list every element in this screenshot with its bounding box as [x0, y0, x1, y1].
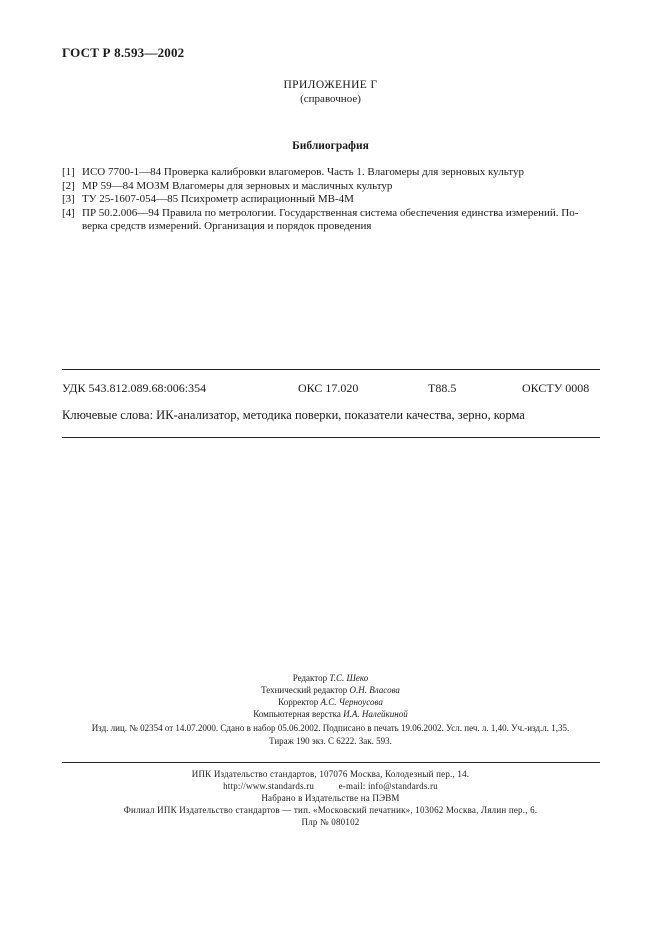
publisher-divider: [62, 762, 600, 763]
print-info: [0, 722, 661, 747]
bibliography-item-number: [4]: [62, 206, 75, 219]
credit-name: А.С. Черноусова: [320, 697, 383, 707]
bibliography-item-number: [2]: [62, 179, 75, 192]
credit-name: Т.С. Шеко: [329, 673, 369, 683]
bibliography-item-number: [3]: [62, 193, 75, 205]
appendix-title: ПРИЛОЖЕНИЕ Г: [283, 79, 378, 91]
okstu-code: ОКСТУ 0008: [522, 381, 590, 395]
publisher-line: Филиал ИПК Издательство стандартов — тип. «Московский печатник», 103062 Москва, Лялин пер., 6.: [123, 805, 538, 815]
bibliography-item: [62, 180, 602, 194]
publisher-line: Плр № 080102: [301, 817, 360, 827]
print-info-line: Тираж 190 экз. С 6222. Зак. 593.: [269, 735, 392, 746]
top-divider: [62, 369, 600, 370]
bibliography-item-number: [1]: [62, 166, 75, 178]
document-id: ГОСТ Р 8.593—2002: [62, 45, 185, 60]
bibliography-item: [62, 193, 602, 207]
credit-line: [0, 684, 661, 696]
print-info-line: Изд. лиц. № 02354 от 14.07.2000. Сдано в набор 05.06.2002. Подписано в печать 19.06.2002. Усл. печ. л. 1,40. Уч.-изд.л. 1,35.: [91, 723, 570, 733]
credit-line: [0, 708, 661, 720]
credit-name: И.А. Налейкиной: [343, 709, 408, 719]
appendix-subtitle: (справочное): [300, 93, 361, 105]
bibliography-title: Библиография: [292, 140, 369, 152]
bibliography-item: [62, 207, 602, 221]
oks-code: ОКС 17.020: [298, 381, 359, 395]
publisher-line: ИПК Издательство стандартов, 107076 Москва, Колодезный пер., 14.: [191, 769, 470, 779]
publisher-line: Набрано в Издательстве на ПЭВМ: [261, 793, 400, 803]
credit-line: [0, 696, 661, 708]
credit-name: О.Н. Власова: [349, 685, 400, 695]
bibliography-item: [62, 166, 602, 180]
credit-role: Редактор: [292, 673, 328, 683]
bibliography-item-text: ПР 50.2.006—94 Правила по метрологии. Государственная система обеспечения единства измерений. По-: [82, 206, 579, 219]
bibliography-item-text: ТУ 25-1607-054—85 Психрометр аспирационный МВ-4М: [82, 193, 354, 205]
bottom-divider: [62, 437, 600, 438]
credit-line: [0, 672, 661, 684]
bibliography-list: [62, 166, 602, 234]
bibliography-item-continuation: верка средств измерений. Организация и порядок проведения: [82, 220, 372, 232]
credit-role: Корректор: [278, 697, 319, 707]
credits-block: [0, 672, 661, 720]
publisher-block: [0, 768, 661, 828]
credit-role: Технический редактор: [261, 685, 348, 695]
credit-role: Компьютерная верстка: [253, 709, 341, 719]
udk-code: УДК 543.812.089.68:006:354: [62, 381, 207, 395]
bibliography-item-text: ИСО 7700-1—84 Проверка калибровки влагомеров. Часть 1. Влагомеры для зерновых культур: [82, 166, 524, 178]
bibliography-item-text: МР 59—84 МОЗМ Влагомеры для зерновых и масличных культур: [82, 179, 393, 192]
publisher-line: http://www.standards.ru e-mail: info@standards.ru: [223, 781, 438, 791]
keywords: Ключевые слова: ИК-анализатор, методика поверки, показатели качества, зерно, корма: [62, 408, 525, 422]
classification-code: Т88.5: [428, 381, 457, 395]
